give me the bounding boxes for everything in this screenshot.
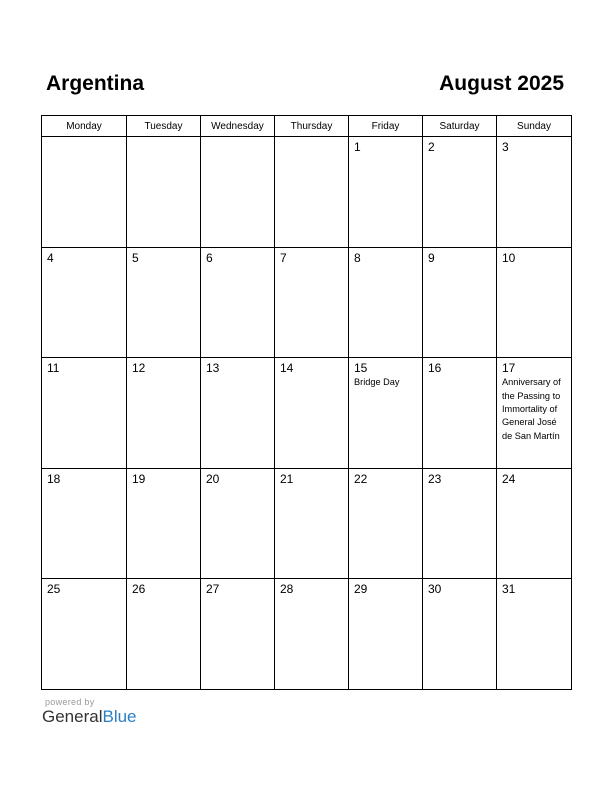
day-number: 14 (280, 361, 294, 376)
weekday-header: Friday (349, 116, 423, 137)
day-number: 15 (354, 361, 368, 376)
day-cell (497, 358, 572, 469)
day-cell (275, 579, 349, 690)
day-cell (349, 579, 423, 690)
generalblue-logo[interactable] (42, 707, 137, 727)
weekday-header-row (42, 116, 572, 137)
day-cell (201, 137, 275, 248)
day-cell (423, 579, 497, 690)
day-number: 28 (280, 582, 294, 597)
day-cell (423, 468, 497, 579)
week-row (42, 468, 572, 579)
weekday-header: Sunday (497, 116, 572, 137)
day-number: 5 (132, 250, 139, 265)
day-number: 30 (428, 582, 442, 597)
day-cell (42, 247, 127, 358)
day-cell (42, 137, 127, 248)
day-number: 6 (206, 250, 213, 265)
day-cell (201, 579, 275, 690)
day-number: 25 (47, 582, 61, 597)
day-cell (201, 247, 275, 358)
day-cell (275, 137, 349, 248)
weekday-header: Tuesday (127, 116, 201, 137)
holiday-label: Bridge Day (354, 377, 400, 388)
day-number: 13 (206, 361, 220, 376)
day-number: 27 (206, 582, 220, 597)
week-row (42, 579, 572, 690)
country-title: Argentina (46, 72, 145, 95)
day-cell (349, 247, 423, 358)
day-cell (275, 358, 349, 469)
week-row (42, 247, 572, 358)
day-cell (127, 468, 201, 579)
weekday-header: Wednesday (201, 116, 275, 137)
day-number: 19 (132, 471, 146, 486)
day-cell (423, 247, 497, 358)
day-cell (127, 579, 201, 690)
day-number: 22 (354, 471, 368, 486)
day-cell (201, 358, 275, 469)
weekday-header: Saturday (423, 116, 497, 137)
day-number: 10 (502, 250, 516, 265)
day-number: 21 (280, 471, 294, 486)
day-number: 16 (428, 361, 442, 376)
day-cell (497, 468, 572, 579)
day-cell (42, 579, 127, 690)
day-number: 23 (428, 471, 442, 486)
day-cell (42, 358, 127, 469)
day-number: 2 (428, 140, 435, 154)
day-cell (349, 358, 423, 469)
day-cell (201, 468, 275, 579)
day-number: 1 (354, 140, 361, 154)
day-number: 31 (502, 582, 516, 597)
logo-general-text: General (42, 707, 103, 726)
day-number: 3 (502, 140, 509, 154)
day-number: 11 (47, 361, 60, 376)
day-number: 12 (132, 361, 146, 376)
day-cell (127, 358, 201, 469)
day-cell (497, 137, 572, 248)
day-cell (497, 579, 572, 690)
day-number: 20 (206, 471, 220, 486)
day-cell (127, 247, 201, 358)
week-row (42, 137, 572, 248)
day-cell (349, 137, 423, 248)
day-number: 9 (428, 250, 435, 265)
day-number: 4 (47, 250, 54, 265)
holiday-label: Anniversary of the Passing to Immortality of General José de San Martín (502, 377, 561, 441)
weekday-header: Monday (42, 116, 127, 137)
day-cell (497, 247, 572, 358)
day-cell (275, 468, 349, 579)
weekday-header: Thursday (275, 116, 349, 137)
day-number: 26 (132, 582, 146, 597)
month-title: August 2025 (439, 72, 564, 95)
day-number: 8 (354, 250, 361, 265)
day-number: 18 (47, 471, 61, 486)
day-cell (275, 247, 349, 358)
day-number: 24 (502, 471, 516, 486)
day-cell (42, 468, 127, 579)
day-cell (423, 358, 497, 469)
day-number: 7 (280, 250, 287, 265)
logo-blue-text: Blue (102, 707, 137, 726)
day-cell (423, 137, 497, 248)
day-number: 29 (354, 582, 368, 597)
calendar-grid (41, 115, 572, 690)
powered-by-label: powered by (45, 697, 95, 707)
day-number: 17 (502, 361, 516, 376)
day-cell (349, 468, 423, 579)
day-cell (127, 137, 201, 248)
week-row (42, 358, 572, 469)
